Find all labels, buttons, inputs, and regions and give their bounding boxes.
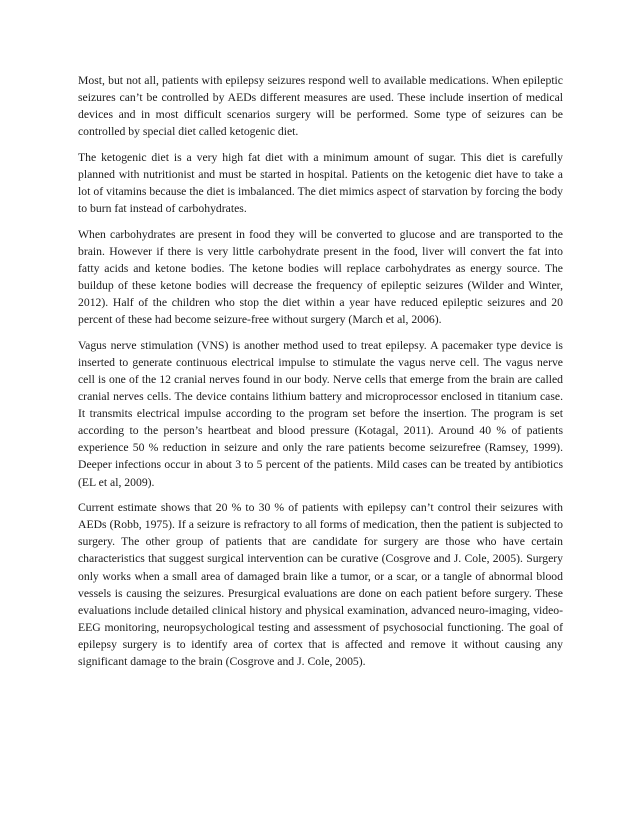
paragraph-ketogenic-diet: The ketogenic diet is a very high fat diet with a minimum amount of sugar. This diet is carefully planned with nutritionist and must be started in hospital. Patients on the ketogenic diet have to take a lot of vitamins because the diet is imbalanced. The diet mimics aspect of starvation by forcing the body to burn fat instead of carbohydrates.: [78, 150, 563, 216]
paragraph-carbohydrates: When carbohydrates are present in food they will be converted to glucose and are transported to the brain. However if there is very little carbohydrate present in the food, liver will convert the fat into fatty acids and ketone bodies. The ketone bodies will replace carbohydrates as energy source. The buildup of these ketone bodies will decrease the frequency of epileptic seizures (Wilder and Winter, 2012). Half of the children who stop the diet within a year have reduced epileptic seizures and 20 percent of these had become seizure-free without surgery (March et al, 2006).: [78, 227, 563, 327]
paragraph-medications: Most, but not all, patients with epilepsy seizures respond well to available medications. When epileptic seizures can’t be controlled by AEDs different measures are used. These include insertion of medical devices and in most difficult scenarios surgery will be performed. Some type of seizures can be controlled by special diet called ketogenic diet.: [78, 74, 563, 139]
document-page: [78, 72, 563, 679]
paragraph-vagus-nerve-stimulation: Vagus nerve stimulation (VNS) is another method used to treat epilepsy. A pacemaker type device is inserted to generate continuous electrical impulse to stimulate the vagus nerve cell. The vagus nerve cell is one of the 12 cranial nerves found in our body. Nerve cells that emerge from the brain are called cranial nerves cells. The device contains lithium battery and microprocessor enclosed in titanium case. It transmits electrical impulse according to the program set before the insertion. The program is set according to the person’s heartbeat and blood pressure (Kotagal, 2011). Around 40 % of patients experience 50 % reduction in seizure and only the rare patients become seizurefree (Ramsey, 1999). Deeper infections occur in about 3 to 5 percent of the patients. Mild cases can be treated by antibiotics (EL et al, 2009).: [78, 338, 563, 489]
paragraph-surgery: Current estimate shows that 20 % to 30 % of patients with epilepsy can’t control their seizures with AEDs (Robb, 1975). If a seizure is refractory to all forms of medication, then the patient is subjected to surgery. The other group of patients that are candidate for surgery are those who have certain characteristics that suggest surgical intervention can be curative (Cosgrove and J. Cole, 2005). Surgery only works when a small area of damaged brain like a tumor, or a scar, or a tangle of abnormal blood vessels is causing the seizures. Presurgical evaluations are done on each patient before surgery. These evaluations include detailed clinical history and physical examination, advanced neuro-imaging, video-EEG monitoring, neuropsychological testing and assessment of psychosocial functioning. The goal of epilepsy surgery is to identify area of cortex that is affected and remove it without causing any significant damage to the brain (Cosgrove and J. Cole, 2005).: [78, 501, 563, 668]
